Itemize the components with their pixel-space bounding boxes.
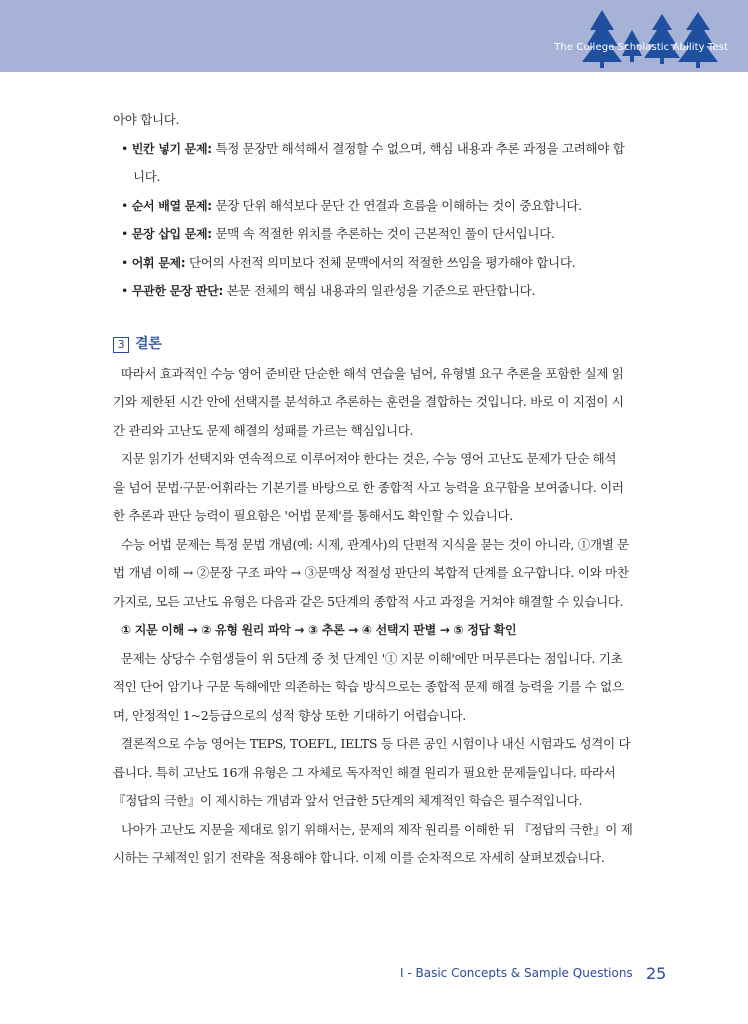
bullet-text: 본문 전체의 핵심 내용과의 일관성을 기준으로 판단합니다. bbox=[223, 283, 536, 298]
section-title: 결론 bbox=[135, 336, 162, 353]
bullet-item: • 무관한 문장 판단: 본문 전체의 핵심 내용과의 일관성을 기준으로 판단합니다. bbox=[121, 283, 536, 298]
paragraph-line: 지문 읽기가 선택지와 연속적으로 이루어져야 한다는 것은, 수능 영어 고난도 문제가 단순 해석 bbox=[121, 451, 617, 466]
page-number: 25 bbox=[646, 964, 667, 983]
page-body bbox=[113, 106, 668, 873]
paragraph-line: 기와 제한된 시간 안에 선택지를 분석하고 추론하는 훈련을 결합하는 것입니다. 바로 이 지점이 시 bbox=[113, 394, 624, 409]
paragraph-line: 릅니다. 특히 고난도 16개 유형은 그 자체로 독자적인 해결 원리가 필요한 문제들입니다. 따라서 bbox=[113, 764, 616, 780]
bullet-text: 특정 문장만 해석해서 결정할 수 없으며, 핵심 내용과 추론 과정을 고려해야 합 bbox=[211, 140, 625, 156]
paragraph-line: 『정답의 극한』이 제시하는 개념과 앞서 언급한 5단계의 체계적인 학습은 필수적입니다. bbox=[113, 793, 583, 808]
header-band bbox=[0, 0, 748, 72]
paragraph-line: 결론적으로 수능 영어는 TEPS, TOEFL, IELTS 등 다른 공인 시험이나 내신 시험과도 성격이 다 bbox=[121, 736, 631, 751]
bullet-term: 빈칸 넣기 문제: bbox=[131, 141, 212, 156]
paragraph-line: 적인 단어 암기나 구문 독해에만 의존하는 학습 방식으로는 종합적 문제 해결 능력을 기를 수 없으 bbox=[113, 679, 624, 694]
paragraph-line: 며, 안정적인 1~2등급으로의 성적 향상 또한 기대하기 어렵습니다. bbox=[113, 707, 466, 723]
paragraph-line: 가지로, 모든 고난도 유형은 다음과 같은 5단계의 종합적 사고 과정을 거쳐야 해결할 수 있습니다. bbox=[113, 593, 624, 609]
paragraph-line: 나아가 고난도 지문을 제대로 읽기 위해서는, 문제의 제작 원리를 이해한 뒤 『정답의 극한』이 제 bbox=[121, 821, 633, 837]
spacer bbox=[113, 306, 668, 330]
intro-tail: 아야 합니다. bbox=[113, 112, 180, 127]
bullet-term: 문장 삽입 문제: bbox=[131, 227, 212, 241]
paragraph-line: 문제는 상당수 수험생들이 위 5단계 중 첫 단계인 '① 지문 이해'에만 머무른다는 점입니다. 기초 bbox=[121, 650, 623, 666]
pine-trees-icon bbox=[580, 8, 720, 68]
paragraph-line: 한 추론과 판단 능력이 필요함은 '어법 문제'를 통해서도 확인할 수 있습니다. bbox=[113, 508, 513, 523]
paragraph-line: 따라서 효과적인 수능 영어 준비란 단순한 해석 연습을 넘어, 유형별 요구 추론을 포함한 실제 읽 bbox=[121, 365, 624, 381]
bullet-term: 순서 배열 문제: bbox=[131, 198, 212, 213]
paragraph-line: 시하는 구체적인 읽기 전략을 적용해야 합니다. 이제 이를 순차적으로 자세히 살펴보겠습니다. bbox=[113, 850, 605, 865]
footer-chapter-title: I - Basic Concepts & Sample Questions bbox=[400, 966, 633, 980]
bullet-term: 어휘 문제: bbox=[131, 255, 186, 270]
bullet-item: • 빈칸 넣기 문제: 특정 문장만 해석해서 결정할 수 없으며, 핵심 내용과 추론 과정을 고려해야 합 bbox=[121, 140, 625, 156]
bullet-item: • 문장 삽입 문제: 문맥 속 적절한 위치를 추론하는 것이 근본적인 풀이 단서입니다. bbox=[121, 226, 555, 241]
section-heading bbox=[113, 330, 668, 360]
section-number-box: 3 bbox=[113, 337, 129, 353]
bullet-item: • 순서 배열 문제: 문장 단위 해석보다 문단 간 연결과 흐름을 이해하는 것이 중요합니다. bbox=[121, 197, 582, 213]
bullet-term: 무관한 문장 판단: bbox=[131, 284, 224, 298]
paragraph-line: 을 넘어 문법·구문·어휘라는 기본기를 바탕으로 한 종합적 사고 능력을 요구함을 보여줍니다. 이러 bbox=[113, 479, 624, 495]
bullet-text: 문맥 속 적절한 위치를 추론하는 것이 근본적인 풀이 단서입니다. bbox=[211, 226, 555, 241]
bullet-text: 단어의 사전적 의미보다 전체 문맥에서의 적절한 쓰임을 평가해야 합니다. bbox=[185, 254, 576, 270]
running-title: The College Scholastic Ability Test bbox=[554, 42, 728, 53]
paragraph-line: 수능 어법 문제는 특정 문법 개념(예: 시제, 관계사)의 단편적 지식을 묻는 것이 아니라, ①개별 문 bbox=[121, 536, 629, 552]
paragraph-line: 법 개념 이해 → ②문장 구조 파악 → ③문맥상 적절성 판단의 복합적 단계를 요구합니다. 이와 마찬 bbox=[113, 565, 629, 580]
five-steps-line: ① 지문 이해 → ② 유형 원리 파악 → ③ 추론 → ④ 선택지 판별 → ⑤ 정답 확인 bbox=[121, 623, 517, 637]
bullet-item: • 어휘 문제: 단어의 사전적 의미보다 전체 문맥에서의 적절한 쓰임을 평가해야 합니다. bbox=[121, 254, 576, 270]
paragraph-line: 간 관리와 고난도 문제 해결의 성패를 가르는 핵심입니다. bbox=[113, 422, 414, 438]
bullet-continuation: 니다. bbox=[133, 169, 161, 184]
bullet-text: 문장 단위 해석보다 문단 간 연결과 흐름을 이해하는 것이 중요합니다. bbox=[211, 197, 582, 213]
